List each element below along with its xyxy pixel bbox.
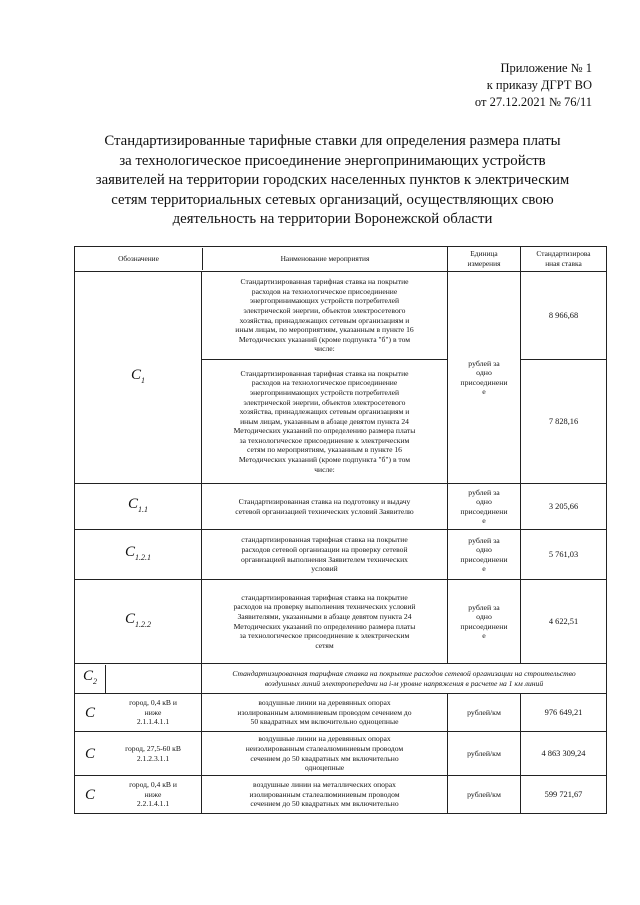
desc-line: расходов на технологическое присоединение <box>251 286 398 296</box>
table-row <box>75 530 607 580</box>
unit-line: е <box>482 630 486 640</box>
appendix-number: Приложение № 1 <box>500 61 592 75</box>
desc-line: Методических указаний по определению размера платы <box>233 621 416 631</box>
header-designation: Обозначение <box>75 248 203 270</box>
tariff-table <box>74 246 607 814</box>
table-row <box>75 580 607 664</box>
code-cell <box>75 776 202 814</box>
desc-line: сетевой организацией технических условий Заявителю <box>235 506 414 516</box>
title-line: Стандартизированные тарифные ставки для определения размера платы <box>104 133 561 149</box>
rate-code: C <box>84 704 95 721</box>
unit-line: рублей за <box>468 535 500 545</box>
desc-line: Методических указаний (кроме подпункта "б") в том <box>238 334 411 344</box>
desc-line: расходов сетевой организации на проверку сетевой <box>241 544 408 554</box>
desc-line: организацией выполнения Заявителем технических <box>241 554 408 564</box>
desc-line: сетям по мероприятиям, указанным в пункте 16 <box>247 445 402 455</box>
condition-line: город, 27,5-60 кВ <box>125 743 181 753</box>
rate-value: 4 622,51 <box>521 580 607 664</box>
table-row <box>75 664 607 694</box>
table-row <box>75 732 607 776</box>
rate-code: C <box>84 786 95 803</box>
rate-value: 7 828,16 <box>521 360 607 484</box>
rate-code-c2: $C_2$ <box>82 667 97 686</box>
table-row <box>75 484 607 530</box>
unit-line: одно <box>476 545 492 555</box>
description-cell <box>202 776 448 814</box>
desc-line: изолированным сталеалюминиевым проводом <box>249 789 400 799</box>
unit-cell <box>448 580 521 664</box>
desc-line: хозяйства, принадлежащих сетевым организациям и <box>239 315 410 325</box>
desc-line: одноцепные <box>304 763 345 773</box>
rate-value: 3 205,66 <box>521 484 607 530</box>
desc-line: воздушные линии на деревянных опорах <box>258 734 391 744</box>
description-cell <box>202 484 448 530</box>
unit-line: е <box>482 515 486 525</box>
rate-code-c1-2-2: $C_{1.2.2}$ <box>124 610 151 629</box>
desc-line: Заявителями, указанными в абзаце девятом пункта 24 <box>237 611 412 621</box>
condition-line: ниже <box>144 789 162 799</box>
header-left <box>75 247 448 272</box>
unit-cell <box>448 272 521 484</box>
section-description <box>202 664 607 694</box>
code-cell <box>75 694 202 732</box>
unit-cell: рублей/км <box>448 694 521 732</box>
unit-line: присоединени <box>460 621 508 631</box>
desc-line: воздушные линии на металлических опорах <box>253 780 396 790</box>
title-line: сетям территориальных сетевых организаций, осуществляющих свою <box>111 191 554 208</box>
desc-line: сечением до 50 квадратных мм включительно <box>250 799 399 809</box>
code-cell <box>75 732 202 776</box>
unit-cell: рублей/км <box>448 776 521 814</box>
unit-line: е <box>482 563 486 573</box>
header-unit-line: Единица <box>470 249 498 259</box>
desc-line: энергопринимающих устройств потребителей <box>249 296 400 306</box>
table-header-row <box>75 247 607 272</box>
unit-line: одно <box>476 612 492 622</box>
condition-line: город, 0,4 кВ и <box>129 698 177 708</box>
desc-line: Стандартизированная тарифная ставка на покрытие расходов сетевой организации на строительство <box>232 668 576 678</box>
appendix-date: от 27.12.2021 № 76/11 <box>474 95 592 109</box>
rate-code: C <box>84 745 95 762</box>
desc-line: воздушные линии на деревянных опорах <box>258 698 391 708</box>
header-name: Наименование мероприятия <box>280 254 370 264</box>
unit-line: одно <box>476 497 492 507</box>
desc-line: стандартизированная тарифная ставка на покрытие <box>241 592 408 602</box>
header-unit-line: измерения <box>467 259 501 268</box>
desc-line: условий <box>311 564 338 574</box>
condition-line: 2.1.1.4.1.1 <box>136 717 170 727</box>
unit-line: е <box>482 386 486 396</box>
unit-line: присоединени <box>460 554 508 564</box>
code-cell <box>75 272 202 484</box>
unit-line: присоединени <box>460 506 508 516</box>
unit-line: рублей за <box>468 487 500 497</box>
desc-line: за технологическое присоединение к электрическим <box>239 435 410 445</box>
desc-line: Методических указаний (кроме подпункта "б") в том <box>238 455 411 465</box>
desc-line: Стандартизированная ставка на подготовку и выдачу <box>238 496 411 506</box>
rate-value: 976 649,21 <box>521 694 607 732</box>
desc-line: воздушных линий электропередачи на i-м уровне напряжения в расчете на 1 км линий <box>264 678 544 688</box>
rate-value: 8 966,68 <box>521 272 607 360</box>
description-cell <box>202 360 448 484</box>
description-cell <box>202 530 448 580</box>
unit-line: одно <box>476 368 492 378</box>
title-line: заявителей на территории городских населенных пунктов к электрическим <box>95 172 570 188</box>
rate-value: 4 863 309,24 <box>521 732 607 776</box>
desc-line: расходов на технологическое присоединение <box>251 378 398 388</box>
header-rate-line: нная ставка <box>545 259 582 268</box>
condition-line: ниже <box>144 707 162 717</box>
desc-line: сечением до 50 квадратных мм включительно <box>250 753 399 763</box>
header-unit <box>448 247 521 272</box>
rate-code-c1-1: $C_{1.1}$ <box>127 495 148 514</box>
unit-cell <box>448 530 521 580</box>
appendix-order: к приказу ДГРТ ВО <box>486 78 592 92</box>
description-cell <box>202 580 448 664</box>
unit-line: рублей за <box>468 602 500 612</box>
desc-line: электрической энергии, объектов электросетевого <box>243 305 406 315</box>
table-row <box>75 776 607 814</box>
rate-value: 5 761,03 <box>521 530 607 580</box>
description-cell <box>202 694 448 732</box>
desc-line: хозяйства, принадлежащих сетевым организациям и <box>239 407 410 417</box>
desc-line: сетям <box>315 640 334 650</box>
desc-line: Стандартизированная тарифная ставка на покрытие <box>240 277 409 287</box>
desc-line: неизолированным сталеалюминиевым проводом <box>245 743 404 753</box>
desc-line: изолированным алюминиевым проводом сечением до <box>237 707 412 717</box>
code-cell <box>75 580 202 664</box>
desc-line: за технологическое присоединение к электрическим <box>239 631 410 641</box>
desc-line: 50 квадратных мм включительно одноцепные <box>250 717 399 727</box>
desc-line: числе: <box>314 464 335 474</box>
table-row <box>75 694 607 732</box>
rate-code-c1-2-1: $C_{1.2.1}$ <box>124 543 151 562</box>
desc-line: электрической энергии, объектов электросетевого <box>243 397 406 407</box>
unit-line: присоединени <box>460 377 508 387</box>
unit-line: рублей за <box>468 358 500 368</box>
unit-cell <box>448 484 521 530</box>
title-line: деятельность на территории Воронежской области <box>172 211 493 227</box>
desc-line: иным лицам, по мероприятиям, указанным в пункте 16 <box>235 325 414 335</box>
condition-line: 2.1.2.3.1.1 <box>136 753 170 763</box>
desc-line: энергопринимающих устройств потребителей <box>249 387 400 397</box>
code-cell <box>75 664 202 694</box>
description-cell <box>202 272 448 360</box>
code-cell <box>75 530 202 580</box>
desc-line: стандартизированная тарифная ставка на покрытие <box>241 535 408 545</box>
condition-line: 2.2.1.4.1.1 <box>136 799 170 809</box>
desc-line: иным лицам, указанным в абзаце девятом пункта 24 <box>240 416 409 426</box>
table-row <box>75 272 607 360</box>
header-rate <box>521 247 607 272</box>
title-line: за технологическое присоединение энергопринимающих устройств <box>119 152 546 169</box>
rate-code-c1: $C_1$ <box>130 366 145 385</box>
rate-value: 599 721,67 <box>521 776 607 814</box>
desc-line: Методических указаний по определению размера платы <box>233 426 416 436</box>
header-rate-line: Стандартизирова <box>536 249 591 259</box>
code-cell <box>75 484 202 530</box>
unit-cell: рублей/км <box>448 732 521 776</box>
condition-line: город, 0,4 кВ и <box>129 780 177 790</box>
description-cell <box>202 732 448 776</box>
desc-line: Стандартизированная тарифная ставка на покрытие <box>240 368 409 378</box>
desc-line: числе: <box>314 344 335 354</box>
document-title <box>70 132 595 230</box>
appendix-header <box>352 60 592 111</box>
desc-line: расходов на проверку выполнения технических условий <box>233 602 416 612</box>
